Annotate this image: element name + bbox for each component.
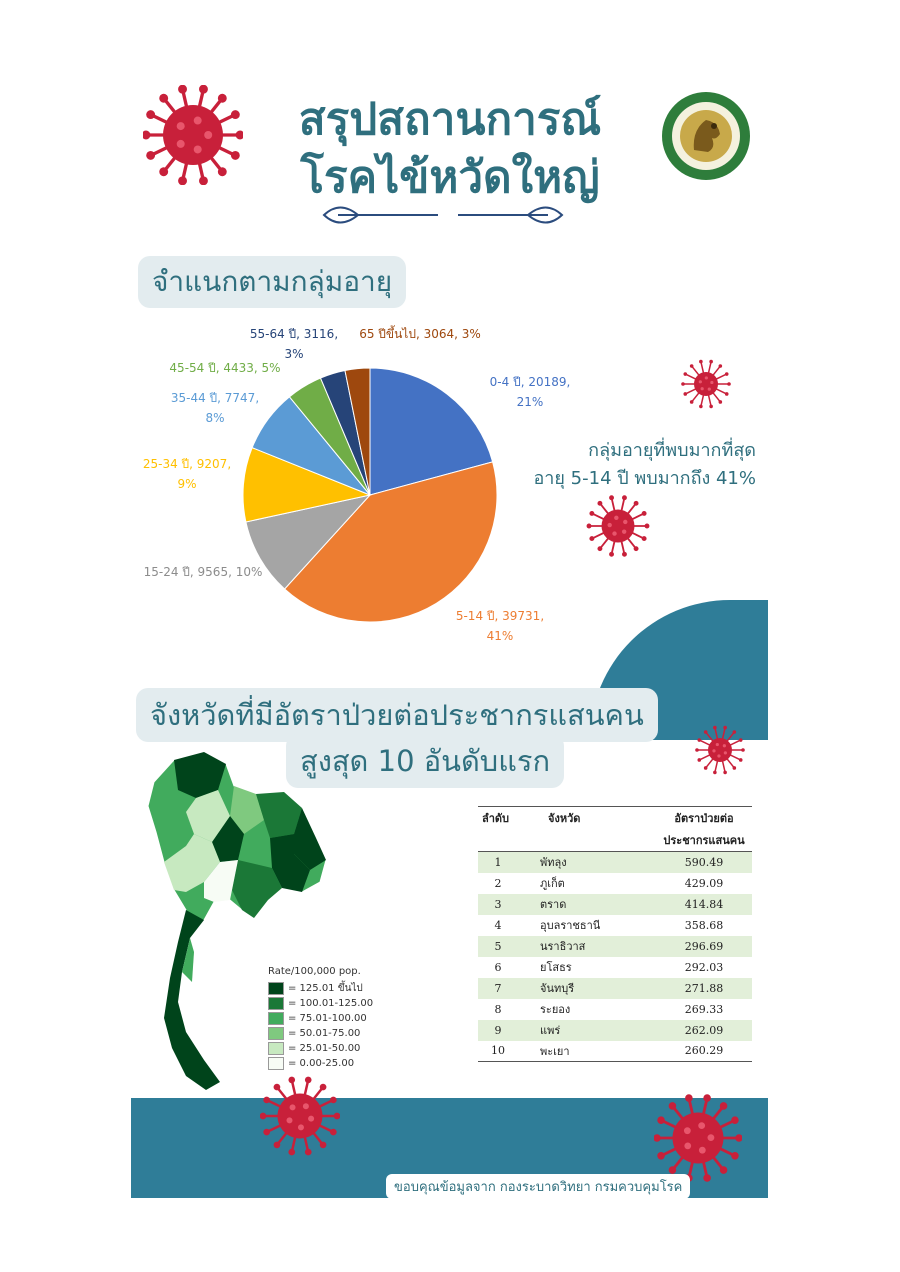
virus-icon: [654, 1094, 742, 1182]
legend-swatch: [268, 982, 284, 995]
pie-label-4: [142, 454, 232, 494]
pie-label-percent: 8%: [205, 411, 225, 425]
pie-label-2: [440, 606, 560, 646]
pie-label-text: 65 ปีขึ้นไป, 3064, 3%: [359, 327, 481, 341]
virus-icon: [586, 494, 650, 558]
cell-rank: 1: [478, 852, 518, 873]
table-row: [478, 999, 752, 1020]
table-row: [478, 852, 752, 873]
cell-province: ยโสธร: [540, 961, 572, 974]
table-row: [478, 873, 752, 894]
cell-province: พะเยา: [540, 1044, 570, 1058]
pie-label-7: [244, 324, 344, 364]
pie-label-5: [170, 388, 260, 428]
legend-swatch: [268, 1057, 284, 1070]
cell-rate: 590.49: [656, 852, 752, 873]
virus-icon: [694, 724, 746, 776]
pie-label-percent: 3%: [284, 347, 304, 361]
age-pie-chart: [230, 350, 510, 640]
map-legend: [268, 966, 373, 1071]
cell-rate: 414.84: [656, 894, 752, 915]
pie-label-text: 45-54 ปี, 4433, 5%: [169, 361, 281, 375]
legend-label: = 25.01-50.00: [288, 1043, 361, 1054]
cell-province: แพร่: [518, 1020, 656, 1041]
cell-rank: 10: [491, 1044, 505, 1058]
cell-rank: 8: [494, 1002, 502, 1016]
table-row: [478, 1020, 752, 1041]
age-note-line-1: กลุ่มอายุที่พบมากที่สุด: [588, 440, 756, 461]
cell-rank: 6: [494, 960, 502, 974]
pie-label-text: 5-14 ปี, 39731,: [455, 609, 545, 623]
legend-swatch: [268, 1042, 284, 1055]
legend-item: [268, 1056, 373, 1071]
legend-swatch: [268, 997, 284, 1010]
cell-rank: 2: [494, 876, 502, 890]
cell-rate: 260.29: [684, 1044, 724, 1058]
pie-label-text: 15-24 ปี, 9565, 10%: [143, 565, 263, 579]
cell-rank: 5: [478, 936, 518, 957]
legend-label: = 75.01-100.00: [288, 1013, 367, 1024]
cell-rate: 292.03: [684, 960, 724, 974]
cell-rate: 296.69: [656, 936, 752, 957]
table-row: [478, 978, 752, 999]
pie-label-text: 55-64 ปี, 3116,: [249, 327, 339, 341]
cell-rate: 429.09: [684, 876, 724, 890]
col-province-header: จังหวัด: [548, 812, 581, 825]
top10-province-table: [478, 806, 752, 1062]
legend-label: = 100.01-125.00: [288, 998, 374, 1009]
legend-title: Rate/100,000 pop.: [268, 966, 361, 977]
legend-label: = 0.00-25.00: [288, 1058, 355, 1069]
age-note-line-2: อายุ 5-14 ปี พบมากถึง 41%: [533, 468, 756, 489]
legend-label: = 125.01 ขึ้นไป: [288, 983, 363, 994]
virus-icon: [260, 1076, 340, 1156]
title-line-1: สรุปสถานการณ์: [298, 94, 602, 145]
cell-province: อุบลราชธานี: [540, 919, 601, 932]
legend-item: [268, 981, 373, 996]
table-row: [478, 894, 752, 915]
legend-item: [268, 1011, 373, 1026]
legend-item: [268, 1026, 373, 1041]
province-heading-line-1: จังหวัดที่มีอัตราป่วยต่อประชากรแสนคน: [136, 688, 658, 742]
cell-rank: 4: [494, 918, 502, 932]
department-of-disease-control-seal: [660, 90, 752, 182]
legend-label: = 50.01-75.00: [288, 1028, 361, 1039]
table-row: [478, 957, 752, 978]
cell-province: จันทบุรี: [518, 978, 656, 999]
cell-rate: 271.88: [656, 978, 752, 999]
legend-swatch: [268, 1027, 284, 1040]
pie-label-percent: 41%: [486, 629, 514, 643]
pie-label-text: 35-44 ปี, 7747,: [170, 391, 260, 405]
table-row: [478, 936, 752, 957]
cell-rate: 262.09: [656, 1020, 752, 1041]
col-rank-header: ลำดับ: [482, 812, 510, 825]
province-heading-line-2: สูงสุด 10 อันดับแรก: [286, 734, 564, 788]
cell-rank: 7: [478, 978, 518, 999]
pie-label-3: [138, 562, 268, 582]
pie-label-text: 25-34 ปี, 9207,: [142, 457, 232, 471]
virus-icon: [680, 358, 732, 410]
virus-icon: [143, 85, 243, 185]
pie-label-percent: 21%: [516, 395, 544, 409]
pie-label-text: 0-4 ปี, 20189,: [489, 375, 571, 389]
pie-label-1: [470, 372, 590, 412]
col-rate-header-2: ประชากรแสนคน: [663, 834, 745, 847]
col-rate-header-1: อัตราป่วยต่อ: [674, 812, 734, 825]
cell-province: ตราด: [518, 894, 656, 915]
table-row: [478, 915, 752, 936]
cell-province: พัทลุง: [518, 852, 656, 873]
pie-label-percent: 9%: [177, 477, 197, 491]
cell-rate: 269.33: [684, 1002, 724, 1016]
legend-swatch: [268, 1012, 284, 1025]
cell-province: ระยอง: [540, 1003, 571, 1016]
table-row: [478, 1041, 752, 1062]
legend-item: [268, 1041, 373, 1056]
pie-label-8: [350, 324, 490, 344]
legend-item: [268, 996, 373, 1011]
cell-province: ภูเก็ต: [540, 877, 565, 890]
cell-rate: 358.68: [684, 918, 724, 932]
cell-rank: 9: [478, 1020, 518, 1041]
source-credit: ขอบคุณข้อมูลจาก กองระบาดวิทยา กรมควบคุมโรค: [386, 1174, 690, 1199]
title-line-2: โรคไข้หวัดใหญ่: [300, 152, 600, 203]
cell-rank: 3: [478, 894, 518, 915]
divider-ornament: [318, 198, 568, 232]
age-section-heading: จำแนกตามกลุ่มอายุ: [138, 256, 406, 308]
cell-province: นราธิวาส: [518, 936, 656, 957]
